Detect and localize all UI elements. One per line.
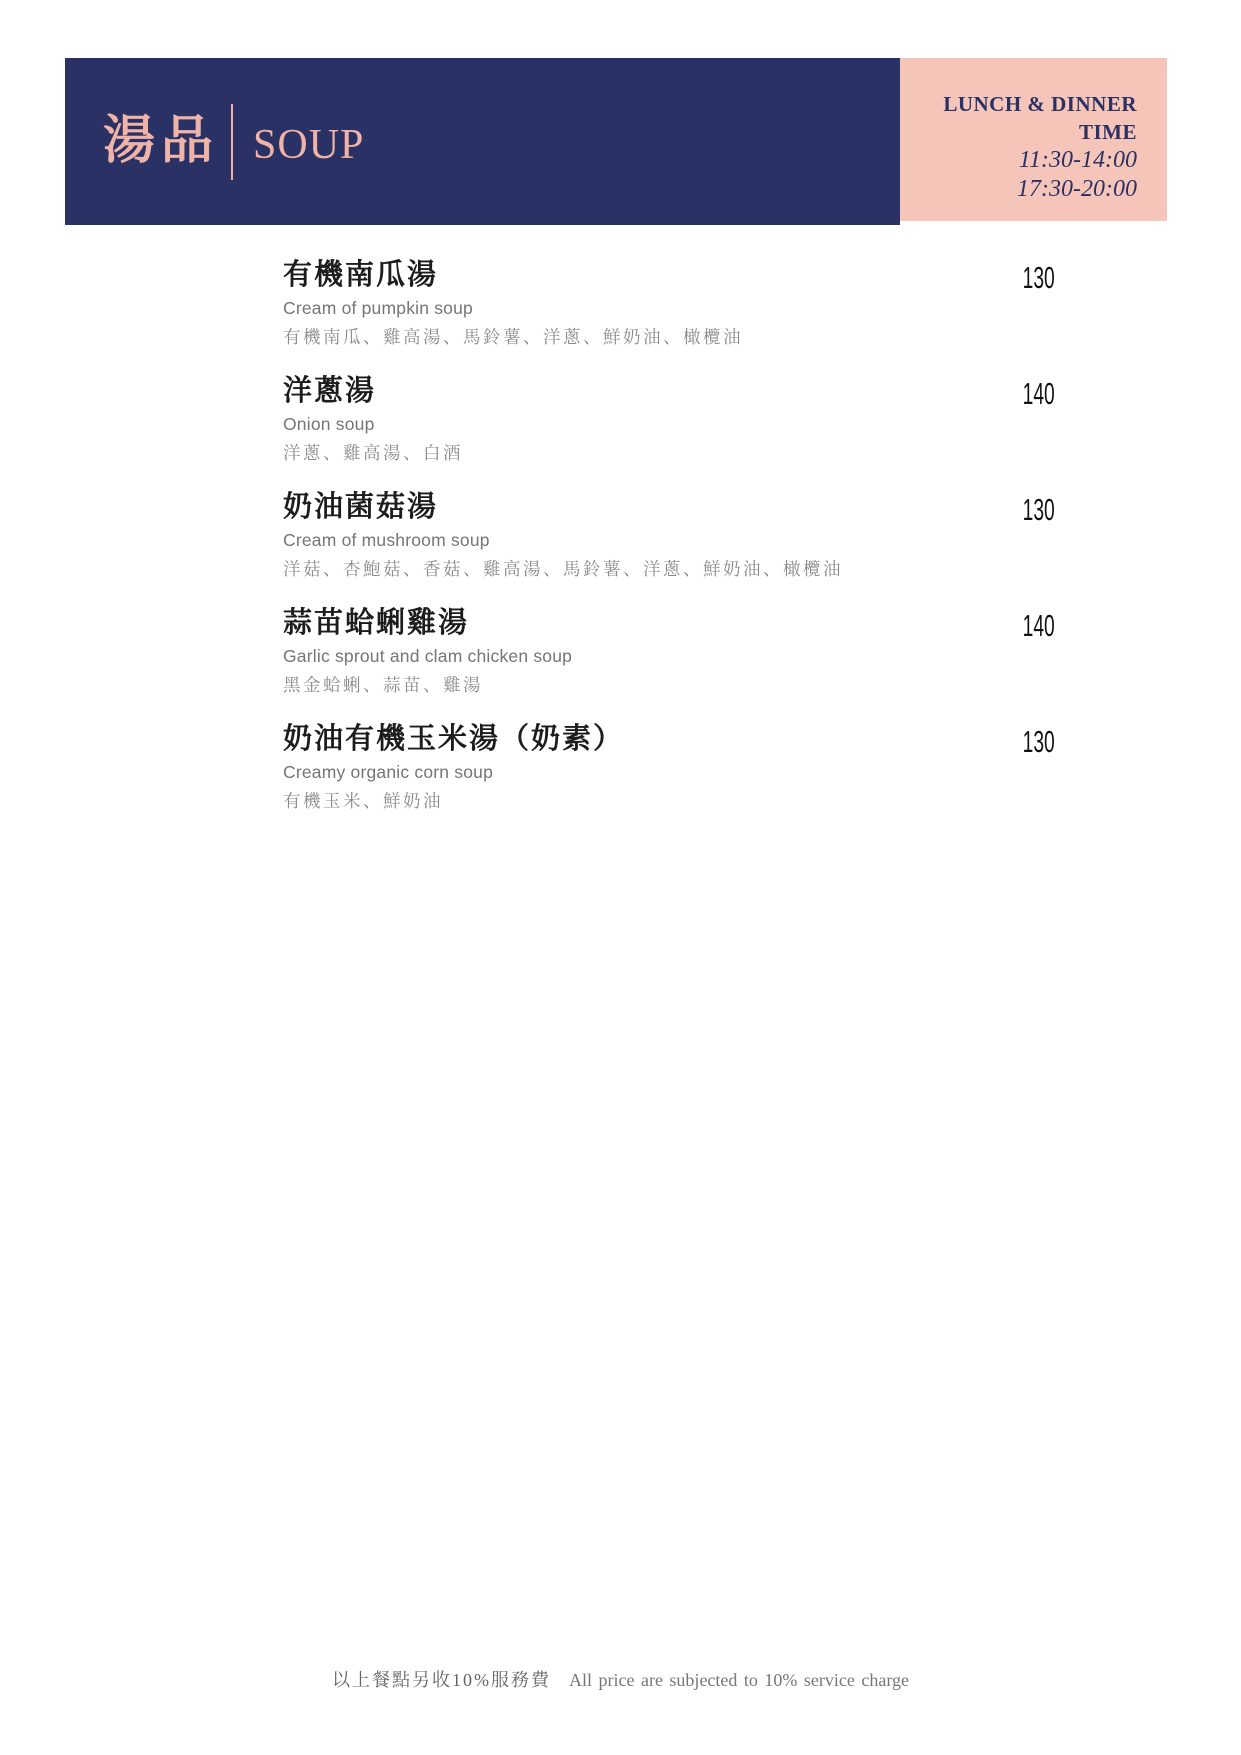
service-charge-note — [0, 1666, 1241, 1692]
dinner-hours: 17:30-20:00 — [1017, 176, 1137, 202]
menu-item-header — [283, 374, 1055, 411]
menu-item — [283, 258, 1055, 349]
menu-item-name-english: Creamy organic corn soup — [283, 762, 494, 782]
menu-item-name-english: Cream of mushroom soup — [283, 530, 490, 550]
section-title-english: SOUP — [253, 121, 365, 168]
menu-item-ingredients: 洋蔥、雞高湯、白酒 — [283, 443, 463, 463]
menu-item-price: 130 — [1022, 724, 1055, 759]
menu-item-list — [283, 258, 1055, 838]
menu-item-name-english: Onion soup — [283, 414, 375, 434]
menu-item-price: 140 — [1022, 376, 1055, 411]
menu-item-ingredients: 洋菇、杏鮑菇、香菇、雞高湯、馬鈴薯、洋蔥、鮮奶油、橄欖油 — [283, 559, 843, 579]
title-divider — [231, 104, 233, 180]
section-title-banner — [65, 58, 900, 225]
menu-item-header — [283, 490, 1055, 527]
menu-item-name-chinese: 蒜苗蛤蜊雞湯 — [283, 607, 470, 639]
menu-item — [283, 722, 1055, 813]
menu-item-ingredients: 黑金蛤蜊、蒜苗、雞湯 — [283, 675, 483, 695]
service-time-title-line2: TIME — [1078, 120, 1137, 144]
menu-item-name-chinese: 洋蔥湯 — [283, 375, 377, 407]
menu-item-name-chinese: 有機南瓜湯 — [283, 259, 439, 291]
menu-item-header — [283, 606, 1055, 643]
menu-item-name-english: Garlic sprout and clam chicken soup — [283, 646, 573, 666]
menu-item — [283, 606, 1055, 697]
service-time-title-line1: LUNCH & DINNER — [943, 92, 1137, 116]
menu-item-name-chinese: 奶油菌菇湯 — [283, 491, 439, 523]
menu-item-header — [283, 258, 1055, 295]
service-charge-note-english: All price are subjected to 10% service charge — [568, 1670, 910, 1690]
lunch-hours: 11:30-14:00 — [1018, 147, 1137, 173]
page-header — [65, 58, 1167, 225]
menu-item-name-chinese: 奶油有機玉米湯（奶素） — [283, 723, 625, 755]
menu-item-price: 140 — [1022, 608, 1055, 643]
menu-item — [283, 374, 1055, 465]
service-charge-note-chinese: 以上餐點另收10%服務費 — [331, 1670, 551, 1690]
menu-item-price: 130 — [1022, 492, 1055, 527]
service-time-box — [900, 58, 1167, 221]
menu-item-header — [283, 722, 1055, 759]
menu-item-ingredients: 有機南瓜、雞高湯、馬鈴薯、洋蔥、鮮奶油、橄欖油 — [283, 327, 743, 347]
menu-item-ingredients: 有機玉米、鮮奶油 — [283, 791, 443, 811]
menu-item — [283, 490, 1055, 581]
section-title-chinese: 湯品 — [103, 112, 220, 170]
menu-item-price: 130 — [1022, 260, 1055, 295]
menu-item-name-english: Cream of pumpkin soup — [283, 298, 473, 318]
